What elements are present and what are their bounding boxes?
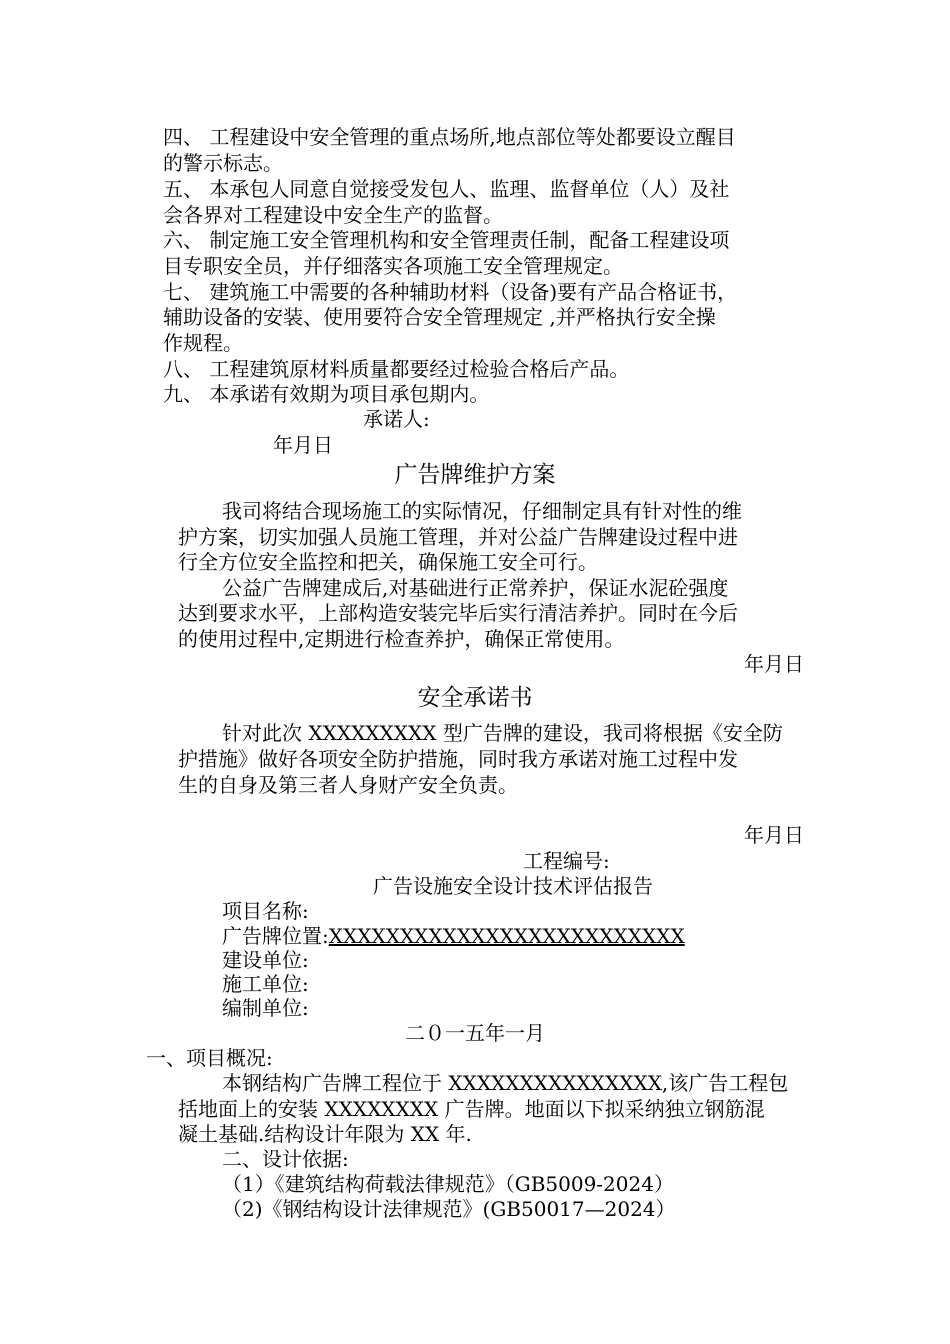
maintenance-line: 我司将结合现场施工的实际情况，仔细制定具有针对性的维 <box>222 499 742 523</box>
maintenance-line: 行全方位安全监控和把关，确保施工安全可行。 <box>178 550 598 574</box>
safety-line: 针对此次 XXXXXXXXX 型广告牌的建设，我司将根据《安全防 <box>222 721 783 745</box>
location-value: XXXXXXXXXXXXXXXXXXXXXXXXX <box>328 924 685 948</box>
section1-line: 括地面上的安装 XXXXXXXX 广告牌。地面以下拟采纳独立钢筋混 <box>178 1097 765 1121</box>
maintenance-line: 护方案，切实加强人员施工管理，并对公益广告牌建设过程中进 <box>178 525 738 549</box>
maintenance-title: 广告牌维护方案 <box>394 462 556 488</box>
commitment-line: 的警示标志。 <box>163 151 283 175</box>
report-title: 广告设施安全设计技术评估报告 <box>373 874 653 898</box>
report-date: 二０一五年一月 <box>405 1021 545 1045</box>
basis-item: （2)《钢结构设计法律规范》(GB50017—2024） <box>222 1197 676 1221</box>
basis-item: （1）《建筑结构荷载法律规范》（GB5009-2024） <box>222 1172 674 1196</box>
commitment-line: 六、 制定施工安全管理机构和安全管理责任制，配备工程建设项 <box>163 228 730 252</box>
safety-line: 生的自身及第三者人身财产安全负责。 <box>178 773 518 797</box>
commitment-line: 目专职安全员，并仔细落实各项施工安全管理规定。 <box>163 254 623 278</box>
maintenance-line: 公益广告牌建成后,对基础进行正常养护，保证水泥砼强度 <box>222 576 729 600</box>
section1-line: 凝土基础.结构设计年限为 XX 年. <box>178 1122 472 1146</box>
builder-label: 建设单位: <box>222 948 309 972</box>
compiler-label: 编制单位: <box>222 996 309 1020</box>
safety-line: 护措施》做好各项安全防护措施，同时我方承诺对施工过程中发 <box>178 747 738 771</box>
commitment-line: 作规程。 <box>163 331 243 355</box>
maintenance-date: 年月日 <box>744 652 804 676</box>
section1-title: 一、项目概况: <box>146 1046 273 1070</box>
maintenance-line: 达到要求水平，上部构造安装完毕后实行清洁养护。同时在今后 <box>178 601 738 625</box>
commitment-line: 八、 工程建筑原材料质量都要经过检验合格后产品。 <box>163 357 630 381</box>
section2-title: 二、设计依据: <box>222 1147 349 1171</box>
commitment-line: 辅助设备的安装、使用要符合安全管理规定 ,并严格执行安全操 <box>163 305 716 329</box>
signer-label: 承诺人: <box>363 407 430 431</box>
constructor-label: 施工单位: <box>222 972 309 996</box>
safety-title: 安全承诺书 <box>417 685 533 711</box>
commitment-line: 七、 建筑施工中需要的各种辅助材料（设备)要有产品合格证书， <box>163 280 738 304</box>
safety-date: 年月日 <box>744 823 804 847</box>
project-number-label: 工程编号: <box>523 849 610 873</box>
commitment-line: 会各界对工程建设中安全生产的监督。 <box>163 203 503 227</box>
commitment-line: 五、 本承包人同意自觉接受发包人、监理、监督单位（人）及社 <box>163 177 730 201</box>
commitment-line: 四、 工程建设中安全管理的重点场所,地点部位等处都要设立醒目 <box>163 125 736 149</box>
commitment-line: 九、 本承诺有效期为项目承包期内。 <box>163 382 490 406</box>
location-row <box>222 923 685 949</box>
project-name-label: 项目名称: <box>222 899 309 923</box>
location-label: 广告牌位置: <box>222 924 329 948</box>
section1-line: 本钢结构广告牌工程位于 XXXXXXXXXXXXXXX,该广告工程包 <box>222 1071 789 1095</box>
maintenance-line: 的使用过程中,定期进行检查养护，确保正常使用。 <box>178 627 625 651</box>
signature-date: 年月日 <box>273 433 333 457</box>
